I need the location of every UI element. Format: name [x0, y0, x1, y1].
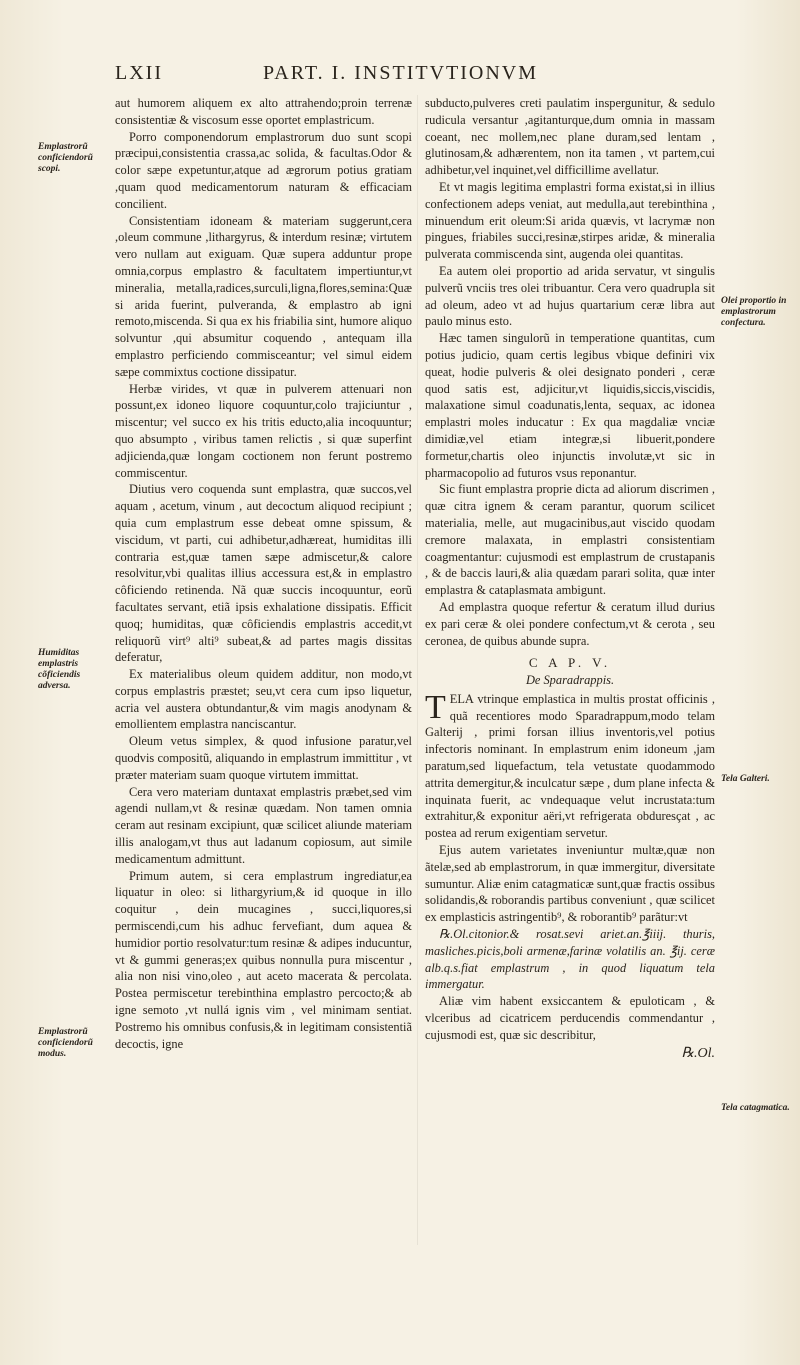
- right-paragraph-8: Ejus autem varietates inveniuntur multæ,quæ non ãtelæ,sed ab emplastrorum, in quæ immergitur, diversitate sumuntur. Aliæ enim catagmaticæ sunt,quæ fractis ossibus solidandis,& roborandis partibus conveniunt , quæ scilicet ex emplasticis astringentib⁹, & roborantib⁹ parãtur:vt: [425, 843, 715, 925]
- page-header: [115, 62, 725, 90]
- column-divider: [417, 95, 418, 1245]
- margin-note-humiditas: Humiditas emplastris cõficiendis adversa.: [38, 648, 81, 691]
- page-number: LXII: [115, 62, 163, 84]
- right-paragraph-1: subducto,pulveres creti paulatim inspergunitur, & sedulo rudicula versantur ,agitanturque,dum omnia in massam coeant, nec mollem,nec plane duram,sed lentam , glutinosam,& adhærentem, non ita tamen , vt partem,cui adhibetur,vel inquinet,vel difficillime avellatur.: [425, 96, 715, 178]
- recipe-formula: ℞.Ol.citonior.& rosat.sevi ariet.an.℥iiij. thuris, masliches.picis,boli armenæ,farinæ volatilis an. ℥ij. ceræ alb.q.s.fiat emplastrum , in quod liquatum tela immergatur.: [425, 927, 715, 992]
- left-paragraph-8: Cera vero materiam duntaxat emplastris præbet,sed vim agendi nullam,vt & resinæ quædam. Non tamen omnia ceram aut resinam excipiunt, quæ scilicet aliunde materiam illis analogam,vt thus aut ladanum copiosum, aut simile medicamentum admittunt.: [115, 784, 412, 866]
- chapter-title: De Sparadrappis.: [525, 673, 615, 688]
- right-column: [425, 95, 715, 1062]
- right-paragraph-5: Sic fiunt emplastra proprie dicta ad aliorum discrimen , quæ citra ignem & ceram parantur, quorum scilicet materialia, melle, aut mugacinibus,aut viscido quodam cremore malaxata, in emplastri consistentiam coagmentantur: cujusmodi est emplastrum de crustapanis , & de baccis lauri,& alia quædam parari solita, quæ inter emplastra & cataplasmata ambigunt.: [425, 482, 715, 598]
- right-paragraph-2: Et vt magis legitima emplastri forma existat,si in illius confectionem adeps veniat, aut medulla,aut terebinthina , minuendum erit oleum:Si arida quævis, vt lacrymæ non pingues, friabiles succi,resinæ,stirpes aridæ, & mineralia pulverata commiscenda sint, augenda olei quantitas.: [425, 179, 715, 262]
- right-paragraph-10: Aliæ vim habent exsiccantem & epuloticam , & vlceribus ad cicatricem perducendis commendantur , cujusmodi est, quæ sic describitur,: [425, 994, 715, 1042]
- right-paragraph-6: Ad emplastra quoque refertur & ceratum illud durius ex pari ceræ & olei pondere confectum,vt & cerota , seu ceronea, de quibus abunde supra.: [425, 599, 715, 648]
- left-paragraph-6: Ex materialibus oleum quidem additur, non modo,vt corpus emplastris præstet; seu,vt cera cum ipso liquetur, acria vel austera obtundantur,& vim magis anodynam & emollientem emplastra nanciscantur.: [115, 667, 412, 732]
- margin-note-tela-galteri: Tela Galteri.: [721, 774, 770, 784]
- left-paragraph-5: Diutius vero coquenda sunt emplastra, quæ succos,vel aquam , acetum, vinum , aut decoctum aliquod recipiunt ; quia cum emplastrum esse debeat omne spissum, & viscidum, vt parti, cui adhibetur,adhæreat, humiditas illi contraria est,quæ tamen sæpe admiscetur,& calore resolvitur,vbi qualitas illius accessura est,& in emplastro côficiendo retinenda. Nã quæ succis incoquuntur, eorũ facultates servant, etiã ipsis exhalatione dissipatis. Efficit quoq; humiditas, quæ côficiendis emplastris accedit,vt reliquorũ virt⁹ alti⁹ subeat,& ad partes magis dissitas deferatur,: [115, 482, 412, 665]
- left-column: [115, 95, 412, 1052]
- left-paragraph-4: Herbæ virides, vt quæ in pulverem attenuari non possunt,ex idoneo liquore coquuntur,colo trajiciuntur , miscentur; vel succo ex his tritis educto,alia incoquuntur; quo absumpto , viribus tamen relictis , si quæ superfint adjicienda,quæ longam coctionem non ferunt postremo commiscentur.: [115, 381, 412, 480]
- right-paragraph-7: [425, 688, 715, 842]
- left-paragraph-9: Primum autem, si cera emplastrum ingrediatur,ea liquatur in oleo: si lithargyrium,& id quoque in illo coquitur , dein mucagines , succi,liquores,si permiscendi,cum his adhuc fervefiant, dum aquea & humidior portio resolvatur:tum resinæ & adipes inducuntur, vt & gummi generas;ex quibus nonnulla pura miscentur , alia non nisi vino,oleo , aut aceto macerata & percolata. Postea permiscetur terebinthina emplastro percocto;& ab igne semoto ,vt nullá ignis vim , vel minimam sentiat. Postremo his omnibus confusis,& in legitimam consistentiã decoctis, igne: [115, 868, 412, 1051]
- right-paragraph-7-text: ELA vtrinque emplastica in multis prostat officinis , quã recentiores modo Sparadrappum,modo telam Galterij , primi forsan illius inventoris,vel potius infectoris nominant. In emplastrum enim idoneum ,jam paratum,sed liquefactum, tela vetustate quodammodo attrita demergitur,& inculcatur sæpe , dum plane infecta & inquinata fuerit, ac vndequaque velut incrustata:tum extrahitur,& exponitur aëri,vt refrigerata obduresçat , ac postea ad rerum exigentiam servetur.: [425, 691, 715, 841]
- margin-note-modus: Emplastrorũ conficiendorũ modus.: [38, 1027, 93, 1059]
- margin-note-olei-proportio: Olei proportio in emplastrorum confectura.: [721, 296, 787, 328]
- left-paragraph-3: Consistentiam idoneam & materiam suggerunt,cera ,oleum commune ,lithargyrus, & interdum resinæ; virtutem vero nullam aut exiguam. Quæ supera adduntur prope omnia,corpus emplastro & facultatem impertiuntur,vt mineralia, metalla,radices,surculi,ligna,flores,semina:Quæ si arida fuerint, pulveranda, & emplastro ab igni remoto,miscenda. Si qua ex his friabilia sint, humore aliquo solvuntur ,qui absumitur coquendo , antequam illa emplastro perficiendo commisceantur; vel simul eidem sæpe commixtus coctione dissipatur.: [115, 213, 412, 379]
- chapter-heading: C A P. V.: [528, 655, 612, 671]
- drop-capital: T: [425, 688, 446, 726]
- left-paragraph-2: Porro componendorum emplastrorum duo sunt scopi præcipui,consistentia crassa,ac solida, & facultas.Odor & color sæpe expetuntur,atque ad ægrorum potius gratiam ,quam quod medicamentorum naturam & efficaciam concilient.: [115, 129, 412, 211]
- right-paragraph-4: Hæc tamen singulorũ in temperatione quantitas, cum potius judicio, quam certis legibus vbique definiri vix queat, hodie pulveris & olei designato ponderi , ceræ quod satis est, adjicitur,vt liquidis,siccis,viscidis, malaxatione simul coadunatis,lenta, sequax, ac idonea emplastri moles inducatur : Ex qua magdaliæ vnciæ dimidiæ,vel etiam integræ,si libuerit,pondere formetur,chartis oleo injunctis involutæ,vt sic in pharmacopolio ad futuros vsus reponantur.: [425, 331, 715, 480]
- right-paragraph-3: Ea autem olei proportio ad arida servatur, vt singulis pulverũ vnciis tres olei tribuantur. Cera vero quadrupla sit ad oleum, adeo vt ad hujus quartarium ceræ libra aut paulo minus esto.: [425, 263, 715, 329]
- left-paragraph-1: aut humorem aliquem ex alto attrahendo;proin terrenæ consistentiæ & viscosum esse oportet emplastricum.: [115, 96, 412, 127]
- margin-note-scopi: Emplastrorũ conficiendorũ scopi.: [38, 142, 93, 174]
- catchword: ℞.Ol.: [681, 1045, 715, 1061]
- running-title: PART. I. INSTITVTIONVM: [263, 62, 539, 84]
- left-paragraph-7: Oleum vetus simplex, & quod infusione paratur,vel quodvis compositũ, aliquando in emplastrum immittitur , vt præter materiam suam quoque virtutem immittat.: [115, 734, 412, 782]
- margin-note-tela-catagmatica: Tela catagmatica.: [721, 1103, 790, 1113]
